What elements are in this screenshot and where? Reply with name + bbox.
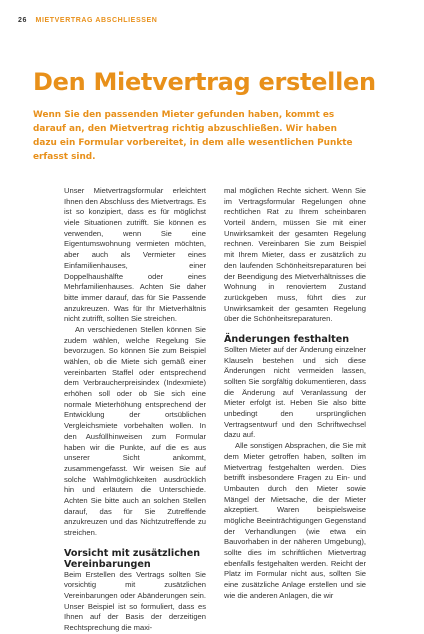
left-paragraph-1: Unser Mietvertragsformular erleichtert Ihnen den Abschluss des Mietvertrags. Es ist so konzipiert, dass es für möglichst viele Situationen zutrifft. Sie können es verwenden, wenn Sie eine Eigentumswohnung vermieten möchten, aber auch als Vermieter eines Einfamilienhauses, einer Doppelhaushälfte oder eines Mehrfamilienhauses. Achten Sie daher bitte immer darauf, das für Sie Passende anzukreuzen. Was für Ihr Mietverhältnis nicht zutrifft, sollten Sie streichen.: [64, 186, 206, 324]
left-paragraph-2: An verschiedenen Stellen können Sie zudem wählen, welche Regelung Sie bevorzugen. So können Sie zum Beispiel wählen, ob die Miete sich gemäß einer vereinbarten Staffel oder entsprechend dem Verbraucherpreisindex (Indexmiete) erhöhen soll oder ob Sie sich eine normale Mieterhöhung entsprechend der Entwicklung der ortsüblichen Vergleichsmiete vorbehalten wollen. In den Ausfüllhinweisen zum Formular haben wir die Punkte, auf die es aus unserer Sicht ankommt, zusammengefasst. Wir weisen Sie auf solche Wahlmöglichkeiten ausdrücklich hin und erläutern die Unterschiede. Achten Sie bitte auch an solchen Stellen darauf, das für Sie Zutreffende anzukreuzen und das Nichtzutreffende zu streichen.: [64, 324, 206, 537]
lead-paragraph: Wenn Sie den passenden Mieter gefunden haben, kommt es darauf an, den Mietvertrag richtig abzuschließen. Wir haben dazu ein Formular vorbereitet, in dem alle wesentlichen Punkte erfasst sind.: [33, 110, 353, 162]
right-paragraph-3: Alle sonstigen Absprachen, die Sie mit dem Mieter getroffen haben, sollten im Mietvertrag festgehalten werden. Dies betrifft insbesondere Fragen zu Ein- und Umbauten durch den Mieter sowie Mängel der Mietsache, die der Mieter akzeptiert. Waren beispielsweise mögliche Beeinträchtigungen Gegenstand der Verhandlungen (wie etwa ein Bauvorhaben in der näheren Umgebung), sollte dies im schriftlichen Mietvertrag ebenfalls festgehalten werden. Reicht der Platz im Formular nicht aus, sollten Sie eine zusätzliche Anlage erstellen und sie wie die anderen Anlagen, die wir: [224, 441, 366, 600]
right-paragraph-2: Sollten Mieter auf der Änderung einzelner Klauseln bestehen und sich diese Änderungen nicht vermeiden lassen, sollten Sie sorgfältig dokumentieren, dass die Änderung auf Veranlassung der Mieter erfolgt ist. Heben Sie also bitte unbedingt den ursprünglichen Vertragsentwurf und den Schriftwechsel dazu auf.: [224, 344, 366, 440]
right-column: [224, 186, 366, 601]
page-number: 26: [18, 17, 27, 24]
section-heading-aenderungen-festhalten: Änderungen festhalten: [224, 333, 350, 345]
page-header: [18, 17, 157, 24]
right-paragraph-1: mal möglichen Rechte sichert. Wenn Sie im Vertragsformular Regelungen ohne rechtlichen Rat zu Ihrem scheinbaren Vorteil ändern, müssen Sie mit einer Unwirksamkeit der gesamten Regelung rechnen. Vereinbaren Sie zum Beispiel mit Ihrem Mieter, dass er zusätzlich zu den laufenden Schönheitsreparaturen bei der Beendigung des Mietverhältnisses die Wohnung in renoviertem Zustand zurückgeben muss, führt dies zur Unwirksamkeit der gesamten Regelung über die Schönheitsreparaturen.: [224, 186, 366, 324]
section-heading-zusaetzliche-vereinbarungen: Vorsicht mit zusätzlichen Vereinbarungen: [64, 547, 201, 570]
running-title: MIETVERTRAG ABSCHLIESSEN: [35, 17, 158, 24]
page-title: Den Mietvertrag erstellen: [33, 68, 376, 96]
left-paragraph-3: Beim Erstellen des Vertrags sollten Sie vorsichtig mit zusätzlichen Vereinbarungen oder Abänderungen sein. Unser Beispiel ist so formuliert, dass es Ihnen auf der Basis der derzeitigen Rechtsprechung die maxi-: [64, 569, 206, 633]
left-column: [64, 186, 206, 634]
